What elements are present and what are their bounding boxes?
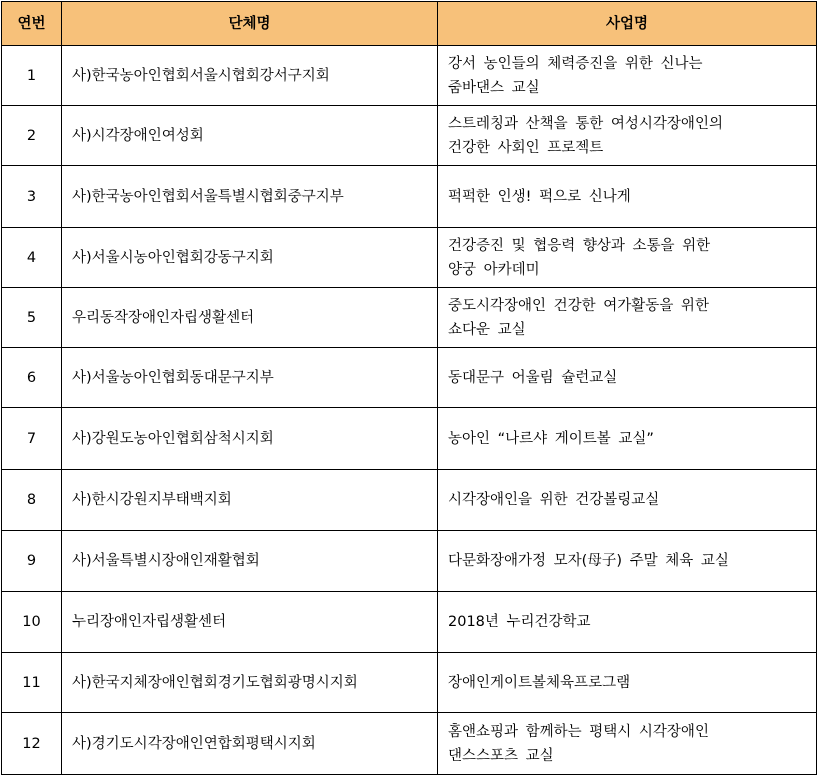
row-no: 1	[2, 46, 62, 106]
row-project	[438, 348, 817, 408]
row-project	[438, 713, 817, 775]
row-project-line: 스트레칭과 산책을 통한 여성시각장애인의	[448, 115, 723, 132]
row-no: 6	[2, 348, 62, 408]
row-organization: 사)시각장애인여성회	[62, 106, 438, 166]
table-row	[2, 166, 817, 228]
row-no: 11	[2, 653, 62, 713]
row-project-line: 다문화장애가정 모자(母子) 주말 체육 교실	[448, 553, 729, 569]
row-project-line: 양궁 아카데미	[448, 261, 540, 278]
row-organization: 우리동작장애인자립생활센터	[62, 288, 438, 348]
row-no: 7	[2, 408, 62, 470]
row-no: 5	[2, 288, 62, 348]
row-no: 8	[2, 470, 62, 531]
row-project-line: 2018년 누리건강학교	[448, 614, 591, 630]
row-project-line: 건강한 사회인 프로젝트	[448, 139, 604, 156]
row-organization: 사)서울특별시장애인재활협회	[62, 531, 438, 592]
row-project	[438, 531, 817, 592]
row-organization: 사)한국농아인협회서울특별시협회중구지부	[62, 166, 438, 228]
row-project-line: 농아인 “나르샤 게이트볼 교실”	[448, 430, 654, 447]
table-row	[2, 531, 817, 592]
row-organization: 사)강원도농아인협회삼척시지회	[62, 408, 438, 470]
header-no: 연번	[2, 2, 62, 46]
row-project	[438, 470, 817, 531]
row-project-line: 강서 농인들의 체력증진을 위한 신나는	[448, 55, 703, 72]
row-organization: 사)한국농아인협회서울시협회강서구지회	[62, 46, 438, 106]
row-project-line: 홈앤쇼핑과 함께하는 평택시 시각장애인	[448, 723, 709, 740]
table-row	[2, 713, 817, 775]
header-organization: 단체명	[62, 2, 438, 46]
table-row	[2, 106, 817, 166]
row-organization: 누리장애인자립생활센터	[62, 592, 438, 653]
row-organization: 사)한시강원지부태백지회	[62, 470, 438, 531]
row-no: 2	[2, 106, 62, 166]
row-project-line: 퍽퍽한 인생! 퍽으로 신나게	[448, 188, 631, 205]
header-row	[2, 2, 817, 46]
row-project	[438, 408, 817, 470]
table-row	[2, 470, 817, 531]
row-project	[438, 228, 817, 288]
row-no: 3	[2, 166, 62, 228]
row-project-line: 중도시각장애인 건강한 여가활동을 위한	[448, 297, 709, 314]
row-organization: 사)경기도시각장애인연합회평택시지회	[62, 713, 438, 775]
row-project	[438, 166, 817, 228]
table-row	[2, 348, 817, 408]
row-project-line: 줌바댄스 교실	[448, 79, 540, 96]
header-project: 사업명	[438, 2, 817, 46]
table-row	[2, 46, 817, 106]
table-header	[2, 2, 817, 46]
row-project-line: 건강증진 및 협응력 향상과 소통을 위한	[448, 237, 711, 254]
row-no: 12	[2, 713, 62, 775]
row-project	[438, 592, 817, 653]
table-row	[2, 288, 817, 348]
row-project	[438, 106, 817, 166]
table-row	[2, 408, 817, 470]
table-body	[2, 46, 817, 775]
row-project	[438, 288, 817, 348]
row-project-line: 댄스스포츠 교실	[448, 747, 554, 764]
table-row	[2, 228, 817, 288]
row-organization: 사)서울시농아인협회강동구지회	[62, 228, 438, 288]
row-no: 4	[2, 228, 62, 288]
row-no: 9	[2, 531, 62, 592]
table-row	[2, 653, 817, 713]
row-organization: 사)서울농아인협회동대문구지부	[62, 348, 438, 408]
table-row	[2, 592, 817, 653]
row-no: 10	[2, 592, 62, 653]
row-project	[438, 46, 817, 106]
row-project-line: 시각장애인을 위한 건강볼링교실	[448, 492, 660, 508]
row-project	[438, 653, 817, 713]
row-project-line: 동대문구 어울림 슐런교실	[448, 369, 618, 386]
row-project-line: 장애인게이트볼체육프로그램	[448, 674, 631, 691]
program-table	[1, 1, 817, 775]
row-project-line: 쇼다운 교실	[448, 321, 526, 338]
row-organization: 사)한국지체장애인협회경기도협회광명시지회	[62, 653, 438, 713]
